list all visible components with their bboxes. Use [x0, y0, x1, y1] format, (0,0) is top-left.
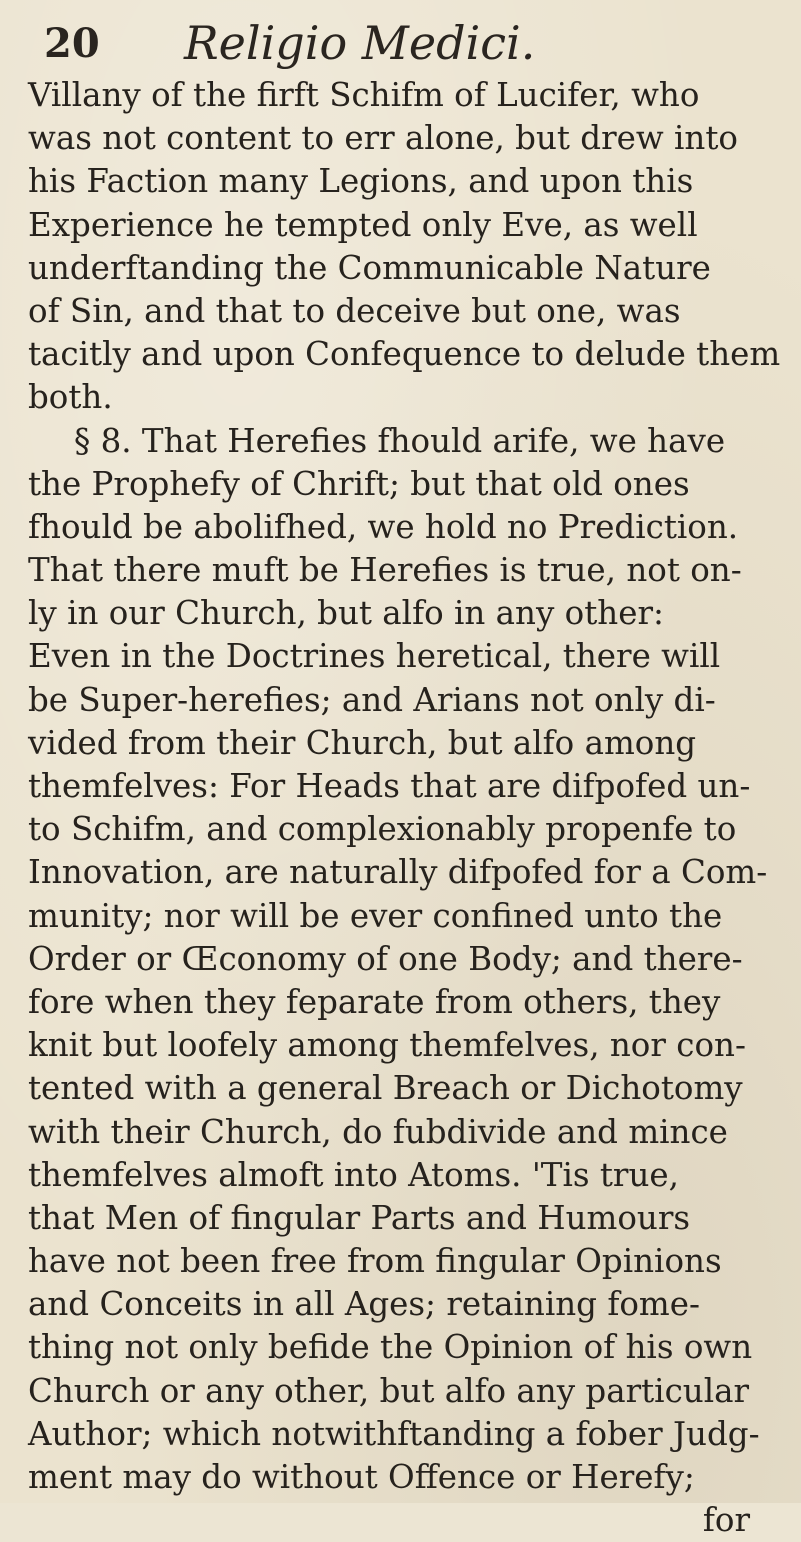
text-line: Experience he tempted only Eve, as well: [28, 205, 698, 244]
text-line: Even in the Doctrines heretical, there will: [28, 637, 721, 676]
text-line: themfelves: For Heads that are difpofed un-: [28, 767, 751, 805]
text-line: fore when they feparate from others, they: [28, 982, 721, 1021]
section-heading-line: § 8. That Herefies fhould arife, we have: [74, 421, 726, 460]
text-line: his Faction many Legions, and upon this: [28, 162, 694, 201]
text-line: that Men of fingular Parts and Humours: [28, 1198, 691, 1237]
text-line: was not content to err alone, but drew into: [28, 119, 738, 158]
text-line: have not been free from fingular Opinions: [28, 1242, 722, 1281]
text-line: Author; which notwithftanding a fober Judg-: [28, 1414, 760, 1453]
page-number: 20: [44, 20, 100, 67]
page-header: [44, 14, 764, 76]
running-title: Religio Medici.: [184, 16, 536, 70]
text-line: with their Church, do fubdivide and mince: [28, 1112, 728, 1151]
text-line: Church or any other, but alfo any particular: [28, 1371, 750, 1410]
text-line: tented with a general Breach or Dichotomy: [28, 1069, 743, 1108]
text-line: fhould be abolifhed, we hold no Prediction.: [28, 507, 739, 546]
text-line: and Conceits in all Ages; retaining fome-: [28, 1285, 700, 1324]
text-line: ly in our Church, but alfo in any other:: [28, 594, 664, 633]
text-line: to Schifm, and complexionably propenfe to: [28, 810, 737, 849]
text-line: ment may do without Offence or Herefy;: [28, 1458, 695, 1496]
text-line: vided from their Church, but alfo among: [28, 723, 697, 762]
text-line: of Sin, and that to deceive but one, was: [28, 291, 681, 330]
text-line: underftanding the Communicable Nature: [28, 248, 711, 287]
text-line: themfelves almoft into Atoms. 'Tis true,: [28, 1155, 679, 1194]
body-text: [28, 74, 788, 1542]
text-line: be Super-herefies; and Arians not only di-: [28, 680, 716, 719]
catchword: for: [702, 1501, 750, 1540]
text-line: Order or Œconomy of one Body; and there-: [28, 939, 743, 978]
text-line: That there muft be Herefies is true, not on-: [28, 551, 742, 590]
text-line: knit but loofely among themfelves, nor con-: [28, 1026, 746, 1065]
text-line: tacitly and upon Confequence to delude them: [28, 335, 781, 374]
text-line: thing not only befide the Opinion of his own: [28, 1328, 753, 1367]
text-line: both.: [28, 378, 113, 417]
text-line: Villany of the firft Schifm of Lucifer, who: [28, 76, 700, 114]
text-line: the Prophefy of Chrift; but that old ones: [28, 464, 690, 503]
text-line: Innovation, are naturally difpofed for a Com-: [28, 853, 768, 892]
text-line: munity; nor will be ever confined unto the: [28, 896, 723, 935]
